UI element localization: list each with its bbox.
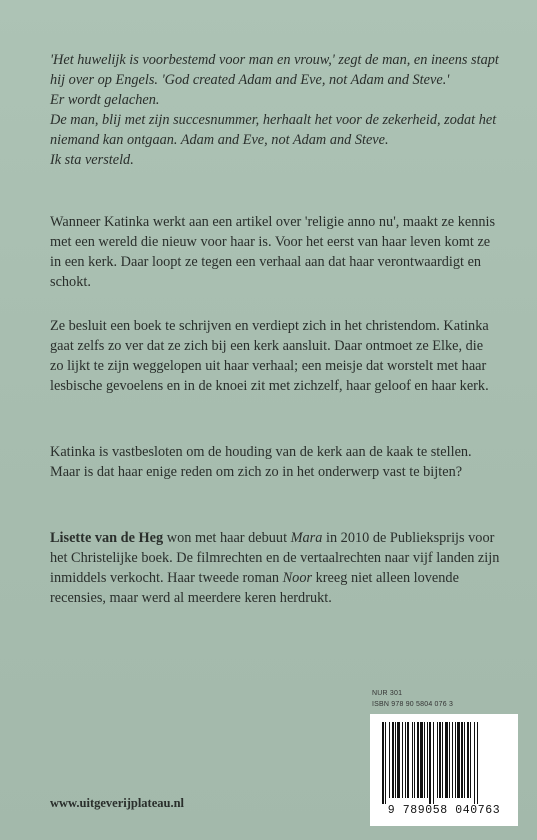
barcode-bar [405, 722, 406, 798]
author-bio-part-3: kreeg niet alleen lovende recensies, maar werd al meerdere keren herdrukt. [50, 570, 459, 606]
barcode-bar [392, 722, 394, 798]
barcode-bars [380, 722, 508, 804]
book-title-mara: Mara [290, 530, 323, 546]
barcode-bar [474, 722, 475, 804]
barcode-bar [397, 722, 400, 798]
isbn-number: ISBN 978 90 5804 076 3 [372, 701, 454, 708]
barcode-bar [402, 722, 403, 798]
barcode-bar [420, 722, 423, 798]
barcode-bar [382, 722, 384, 804]
book-metadata [372, 688, 453, 710]
barcode-bar [389, 722, 390, 798]
publisher-url: www.uitgeverijplateau.nl [50, 796, 185, 810]
book-title-noor: Noor [282, 570, 313, 586]
barcode-bar [445, 722, 448, 798]
barcode-bar [467, 722, 469, 798]
barcode-bar [385, 722, 386, 804]
opening-quote [50, 50, 500, 170]
barcode-bar [464, 722, 465, 798]
barcode-bar [412, 722, 413, 798]
author-bio-text [50, 528, 500, 608]
blurb-paragraph-3 [50, 442, 500, 482]
author-name: Lisette van de Heg [50, 530, 164, 546]
barcode-bar [437, 722, 438, 798]
barcode-bar [429, 722, 431, 804]
barcode-bar [439, 722, 441, 798]
quote-line-3: De man, blij met zijn succesnummer, herhaalt het voor de zekerheid, zodat het niemand kan ontgaan. Adam and Eve, not Adam and Steve. [50, 112, 497, 148]
blurb-text-3: Katinka is vastbesloten om de houding van de kerk aan de kaak te stellen. Maar is dat haar enige reden om zich zo in het onderwerp vast te bijten? [50, 444, 472, 480]
barcode-bar [455, 722, 456, 798]
nur-code: NUR 301 [372, 690, 403, 697]
barcode-digits: 9 789058 040763 [387, 804, 501, 817]
author-bio [50, 528, 500, 608]
quote-line-4: Ik sta versteld. [50, 152, 134, 168]
barcode-bar [449, 722, 450, 798]
barcode-bar [433, 722, 434, 804]
barcode-bar [407, 722, 409, 798]
barcode [370, 714, 518, 826]
blurb-paragraph-1 [50, 212, 500, 292]
barcode-bar [477, 722, 478, 804]
blurb-text-1: Wanneer Katinka werkt aan een artikel over 'religie anno nu', maakt ze kennis met een wereld die nieuw voor haar is. Voor het eerst van haar leven komt ze in een kerk. Daar loopt ze tegen een verhaal aan dat haar verontwaardigt en schokt. [50, 214, 496, 290]
blurb-paragraph-2 [50, 316, 500, 396]
barcode-bar [427, 722, 428, 798]
quote-line-2: Er wordt gelachen. [50, 92, 160, 108]
barcode-bar [461, 722, 463, 798]
barcode-bar [414, 722, 415, 798]
barcode-bar [395, 722, 396, 798]
barcode-bar [452, 722, 453, 798]
barcode-bar [424, 722, 425, 798]
barcode-bar [417, 722, 419, 798]
barcode-bar [470, 722, 471, 798]
quote-line-1: 'Het huwelijk is voorbestemd voor man en vrouw,' zegt de man, en ineens stapt hij over op Engels. 'God created Adam and Eve, not Adam and Steve.' [50, 52, 499, 88]
author-bio-part-1: won met haar debuut [163, 530, 291, 546]
blurb-text-2: Ze besluit een boek te schrijven en verdiept zich in het christendom. Katinka gaat zelfs zo ver dat ze zich bij een kerk aansluit. Daar ontmoet ze Elke, die zo lijkt te zijn weggelopen uit haar verhaal; een meisje dat worstelt met haar lesbische gevoelens en in de knoei zit met zichzelf, haar geloof en haar kerk. [50, 318, 489, 394]
barcode-bar [442, 722, 443, 798]
author-bio-part-2: in 2010 de Publieksprijs voor het Christelijke boek. De filmrechten en de vertaalrechten naar vijf landen zijn inmiddels verkocht. Haar tweede roman [50, 530, 500, 586]
barcode-bar [457, 722, 460, 798]
